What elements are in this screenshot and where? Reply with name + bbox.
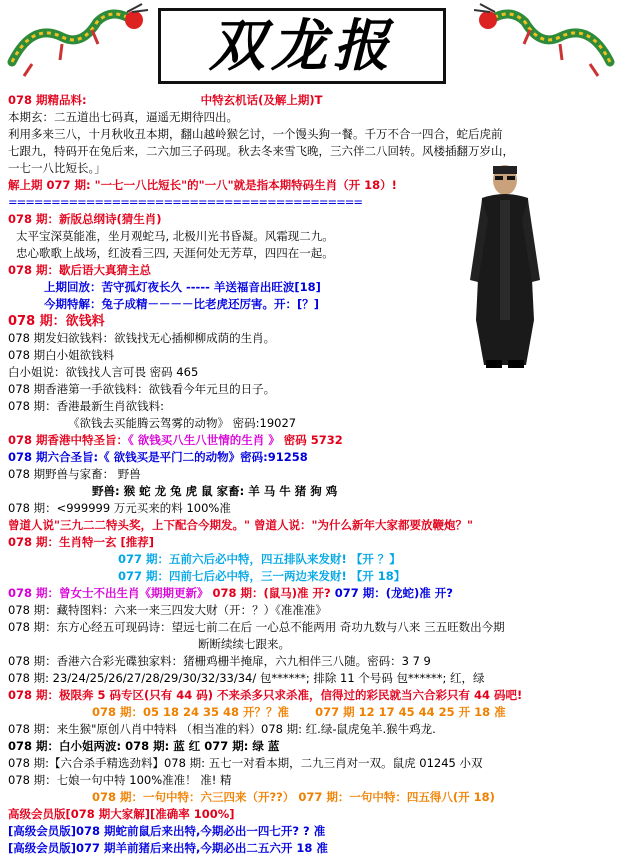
text-line: 利用多来三八，十月秋收丑本期，翻山越岭猴乞讨，一个馒头狗一餐。千万不合一四合，蛇后虎前: [8, 127, 503, 141]
text-line: 《欲钱去买能腾云驾雾的动物》 密码:19027: [68, 416, 297, 430]
text-line: 078 期：香港六合彩光碟独家料：猪栅鸡栅半掩扉，六九相伴三八随。密码：3 7 9: [8, 654, 431, 668]
answer-line: 解上期 077 期: "一七一八比短长"的"一八"就是指本期特码生肖（开 18）!: [8, 178, 397, 192]
text-line: 078 期：来生猴"原创八肖中特料 （相当准的料）078 期: 红.绿-鼠虎兔羊.猴牛鸡龙.: [8, 722, 436, 736]
content: [8, 92, 618, 857]
text-line: 078 期香港第一手欲钱料：欲钱看今年元旦的日子。: [8, 382, 276, 396]
text-line: 078 期：<999999 万元买来的料 100%准: [8, 501, 231, 515]
header: [0, 0, 625, 92]
text-line: [高级会员版]077 期羊前猪后来出特,今期必出二五六开 18 准: [8, 841, 328, 855]
text-line: 上期回放：苦守孤灯夜长久 ----- 羊送福音出旺波[18]: [44, 280, 321, 294]
text-line: 078 期：东方心经五可现码诗：望远七前二在后 一心总不能两用 奇功九数与八来 三五旺数出今期: [8, 620, 505, 634]
text-line: 曾道人说"三九二二特头奖，上下配合今期发。" 曾道人说："为什么新年大家都要放鞭炮？": [8, 518, 473, 532]
text-line: 078 期六合圣旨:《 欲钱买是平门二的动物》密码:91258: [8, 450, 308, 464]
text-line: 078 期：藏特图料：六来一来三四发大财（开：？）《准准准》: [8, 603, 327, 617]
section-heading: 078 期：欲钱料: [8, 314, 105, 329]
divider: =========================================: [8, 195, 363, 209]
page-title: 双龙报: [158, 8, 446, 84]
section-heading: 078 期：生肖特一玄 [推荐]: [8, 535, 155, 549]
section-heading: 078 期精品料: 中特玄机话(及解上期)T: [8, 93, 323, 107]
text-line: 077 期：四前七后必中特，三一两边来发财! 【开 18】: [118, 569, 406, 583]
text-line: 078 期：七娘一句中特 100%准准！ 准! 精: [8, 773, 232, 787]
text-line: 七跟九，特码开在兔后来，二六加三子码现。秋去冬来雪飞晚，三六伴二八回转。风楼插翻万岁山，: [8, 144, 514, 158]
text-line: 高级会员版[078 期大家解][准确率 100%]: [8, 807, 235, 821]
text-line: 一七一八比短长。」: [8, 161, 106, 175]
text-line: 078 期野兽与家畜： 野兽: [8, 467, 141, 481]
text-line: 078 期：香港最新生肖欲钱料:: [8, 399, 164, 413]
text-line: 078 期白小姐欲钱料: [8, 348, 115, 362]
dragon-icon: [2, 2, 152, 82]
text-line: 078 期:【六合杀手精选劲料】078 期: 五七一对看本期，二九三肖对一双。鼠虎 01245 小双: [8, 756, 483, 770]
text-line: 078 期：05 18 24 35 48 开？？准 077 期 12 17 45 44 25 开 18 准: [92, 705, 506, 719]
text-line: 太平宝深莫能准，坐月观蛇马, 北极川光书昏凝。风霜现二九。: [16, 229, 334, 243]
text-line: 野兽: 猴 蛇 龙 兔 虎 鼠 家畜: 羊 马 牛 猪 狗 鸡: [92, 484, 338, 498]
text-line: 078 期：白小姐两波: 078 期: 蓝 红 077 期: 绿 蓝: [8, 739, 280, 753]
section-heading: 078 期：新版总纲诗(猜生肖): [8, 212, 162, 226]
text-line: 断断续续七跟来。: [198, 637, 290, 651]
text-line: 078 期香港中特圣旨：《 欲钱买八生八世情的生肖 》 密码 5732: [8, 433, 343, 447]
text-line: 078 期：曾女士不出生肖《期期更新》 078 期：(鼠马)准 开? 077 期：(龙蛇)准 开?: [8, 586, 453, 600]
text-line: 白小姐说：欲钱找人言可畏 密码 465: [8, 365, 199, 379]
text-line: 本期玄：二五道出七码真，逼遥无期待四出。: [8, 110, 238, 124]
section-heading: 078 期：歇后语大真猜主总: [8, 263, 152, 277]
text-line: 078 期：一句中特：六三四来（开??） 077 期：一句中特：四五得八(开 18): [92, 790, 495, 804]
text-line: [高级会员版]078 期蛇前鼠后来出特,今期必出一四七开? ? 准: [8, 824, 326, 838]
text-line: 078 期: 23/24/25/26/27/28/29/30/32/33/34/ 包******; 排除 11 个号码 包******; 红，绿: [8, 671, 485, 685]
dragon-icon: [470, 2, 620, 82]
text-line: 今期特解：兔子成精－－－－比老虎还厉害。开：[？]: [44, 297, 320, 311]
text-line: 忠心歌歌上战场，红波看三四, 天涯何处无芳草，四四在一起。: [16, 246, 334, 260]
text-line: 078 期发妇欲钱料：欲钱找无心插柳柳成荫的生肖。: [8, 331, 276, 345]
text-line: 078 期：极限奔 5 码专区(只有 44 码) 不来杀多只求杀准，信得过的彩民就当六合彩只有 44 码吧!: [8, 688, 523, 702]
text-line: 077 期：五前六后必中特，四五排队来发财! 【开 ？】: [118, 552, 401, 566]
